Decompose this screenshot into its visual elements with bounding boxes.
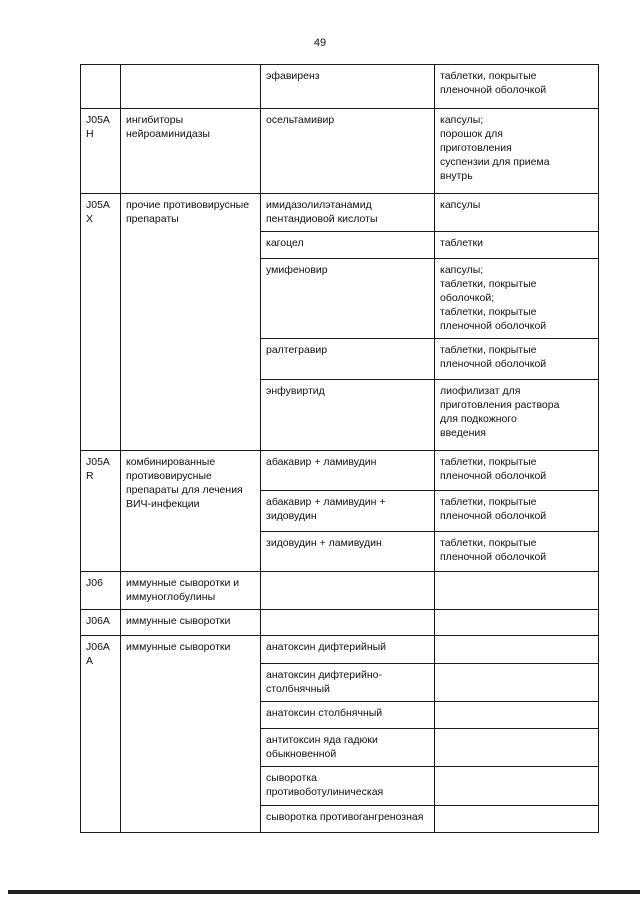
form-cell [435,610,599,636]
drug-cell: абакавир + ламивудин + зидовудин [261,491,435,532]
group-cell: прочие противовирусные препараты [121,194,261,451]
form-cell: таблетки, покрытые пленочной оболочкой [435,451,599,491]
drug-cell: зидовудин + ламивудин [261,532,435,572]
form-cell [435,702,599,729]
atc-code-cell: J05AR [81,451,121,572]
drug-table [80,64,599,833]
group-cell [121,65,261,109]
drug-cell: умифеновир [261,259,435,339]
drug-cell: эфавиренз [261,65,435,109]
drug-cell: осельтамивир [261,109,435,194]
drug-cell [261,610,435,636]
form-cell [435,767,599,806]
table-row [81,572,599,610]
form-cell: таблетки, покрытые пленочной оболочкой [435,339,599,380]
table-row [81,109,599,194]
atc-code-cell: J06A [81,610,121,636]
drug-cell: ралтегравир [261,339,435,380]
drug-cell: имидазолилэтанамид пентандиовой кислоты [261,194,435,232]
drug-cell: абакавир + ламивудин [261,451,435,491]
drug-cell: энфувиртид [261,380,435,451]
drug-cell: кагоцел [261,232,435,259]
drug-cell: антитоксин яда гадюки обыкновенной [261,729,435,767]
form-cell: таблетки, покрытые пленочной оболочкой [435,65,599,109]
table-row [81,636,599,664]
group-cell: иммунные сыворотки и иммуноглобулины [121,572,261,610]
atc-code-cell: J05AX [81,194,121,451]
table-row [81,65,599,109]
page-number: 49 [313,37,327,49]
drug-cell: анатоксин дифтерийный [261,636,435,664]
table-row [81,194,599,232]
drug-cell: анатоксин дифтерийно- столбнячный [261,664,435,702]
form-cell: таблетки, покрытые пленочной оболочкой [435,491,599,532]
group-cell: комбинированные противовирусные препараты для лечения ВИЧ-инфекции [121,451,261,572]
group-cell: иммунные сыворотки [121,636,261,833]
form-cell: капсулы; таблетки, покрытые оболочкой; таблетки, покрытые пленочной оболочкой [435,259,599,339]
drug-cell [261,572,435,610]
drug-cell: анатоксин столбнячный [261,702,435,729]
table-row [81,451,599,491]
form-cell: таблетки [435,232,599,259]
group-cell: иммунные сыворотки [121,610,261,636]
form-cell [435,729,599,767]
atc-code-cell [81,65,121,109]
form-cell [435,636,599,664]
form-cell: капсулы [435,194,599,232]
atc-code-cell: J06AA [81,636,121,833]
form-cell: таблетки, покрытые пленочной оболочкой [435,532,599,572]
group-cell: ингибиторы нейроаминидазы [121,109,261,194]
form-cell [435,572,599,610]
drug-cell: сыворотка противоботулиническая [261,767,435,806]
table-row [81,610,599,636]
bottom-scan-rule [8,890,640,894]
drug-cell: сыворотка противогангренозная [261,806,435,833]
atc-code-cell: J06 [81,572,121,610]
form-cell [435,664,599,702]
atc-code-cell: J05AH [81,109,121,194]
form-cell: капсулы; порошок для приготовления суспензии для приема внутрь [435,109,599,194]
form-cell: лиофилизат для приготовления раствора для подкожного введения [435,380,599,451]
form-cell [435,806,599,833]
